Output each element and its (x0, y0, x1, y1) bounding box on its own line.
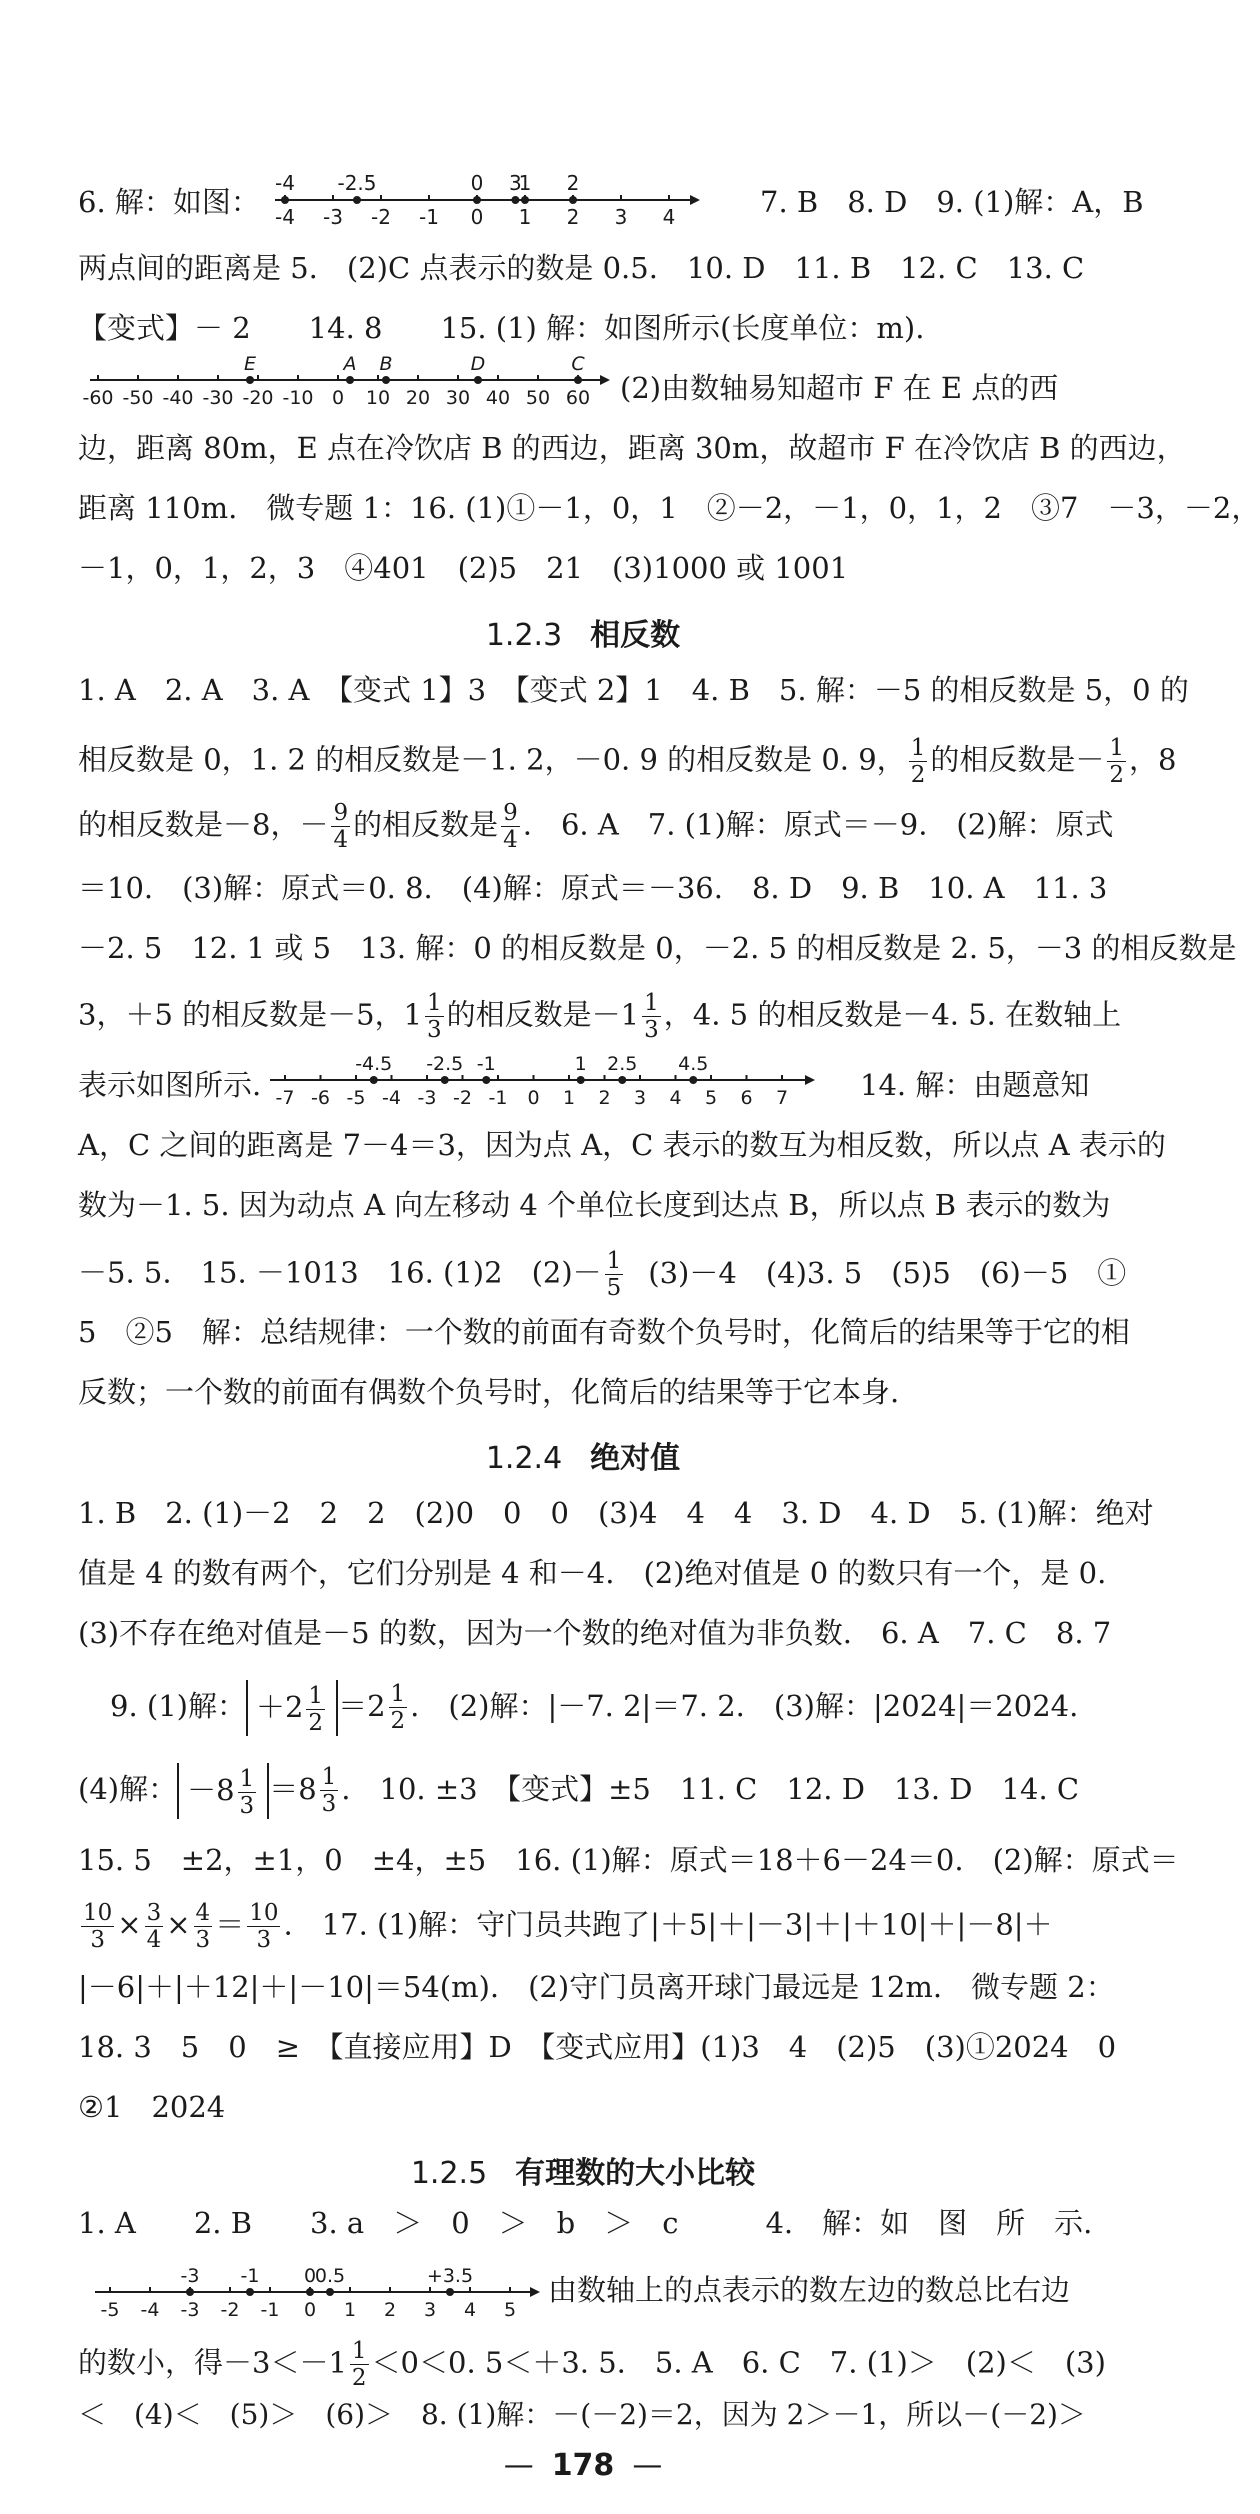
sec1-line1b (760, 182, 1144, 222)
axis-point (574, 376, 582, 384)
tick-label: -4 (275, 205, 295, 229)
tick-label: 0 (303, 2299, 317, 2321)
sec3-line2: 值是 4 的数有两个，它们分别是 4 和－4. (2)绝对值是 0 的数只有一个，是 0. (78, 1556, 1107, 1590)
sec1-line3: 【变式】－ 2 14. 8 15. (1) 解：如图所示(长度单位：m). (78, 311, 925, 345)
sec1-line5: 边，距离 80m，E 点在冷饮店 B 的西边，距离 30m，故超市 F 在冷饮店 B 的西边， (78, 431, 1186, 465)
tick-label: 3 (614, 205, 628, 229)
text: . 17. (1)解：守门员共跑了|＋5|＋|－3|＋|＋10|＋|－8|＋ (283, 1907, 1053, 1942)
sec2-line8: A，C 之间的距离是 7－4＝3，因为点 A，C 表示的数互为相反数，所以点 A 表示的 (78, 1128, 1166, 1162)
sec2-line9: 数为－1. 5. 因为动点 A 向左移动 4 个单位长度到达点 B，所以点 B 表示的数为 (78, 1188, 1111, 1222)
denominator: 2 (910, 762, 926, 788)
point-label: -4.5 (355, 1053, 393, 1075)
fraction (389, 1681, 408, 1734)
tick-label: 2 (566, 205, 580, 229)
fraction (320, 1764, 339, 1817)
denominator: 3 (321, 1791, 337, 1818)
sec3-line7: $\frac{10}{3}$ × $\frac{3}{4}$ × $\frac{4}{3}$ ＝ $\frac{10}{3}$ . 17. (1)解：守门员共跑了|＋5|＋|－3|＋|＋10|＋|－8|＋ (83, 1900, 1053, 1953)
numerator: 10 (83, 1900, 113, 1926)
tick-label: -10 (282, 387, 314, 409)
sec2-line10 (78, 1248, 1126, 1301)
numerator: 4 (195, 1900, 211, 1926)
numerator: 1 (308, 1682, 324, 1709)
sec3-line5 (78, 1763, 1079, 1819)
tick-label: -2 (453, 1087, 472, 1109)
text: . (2)解：|－7. 2|＝7. 2. (3)解：|2024|＝2024. (410, 1688, 1079, 1723)
denominator: 2 (1109, 762, 1124, 788)
denominator: 3 (195, 1927, 211, 1953)
axis-point (569, 196, 577, 204)
tick-label: -5 (100, 2299, 120, 2321)
tick-label: 50 (525, 387, 551, 409)
text: 6. 解：如图： (78, 185, 260, 219)
tick-label: -60 (82, 387, 114, 409)
text: －5. 5. 15. －1013 16. (1)2 (2)－ (78, 1255, 602, 1290)
sec2-line7b: 14. 解：由题意知 (860, 1068, 1090, 1102)
denominator: 3 (427, 1017, 442, 1043)
sec2-line1: 1. A 2. A 3. A 【变式 1】3 【变式 2】1 4. B 5. 解：－5 的相反数是 5，0 的 (78, 673, 1189, 707)
tick-label: 5 (503, 2299, 517, 2321)
text: 的相反数是－8，－ (78, 807, 329, 842)
axis-point (577, 1076, 585, 1084)
text: 9. (1)解： (110, 1688, 246, 1723)
heading-number: 1.2.4 (485, 1441, 563, 1476)
point-label: D (470, 353, 486, 375)
axis-point (473, 196, 481, 204)
sec4-line2b: 由数轴上的点表示的数左边的数总比右边 (548, 2273, 1071, 2307)
tick-label: 10 (365, 387, 391, 409)
point-label: -1 (476, 1053, 496, 1075)
tick-label: 4 (662, 205, 676, 229)
sec1-line6: 距离 110m. 微专题 1：16. (1)①－1，0，1 ②－2，－1，0，1，2 ③7 －3，－2， (78, 491, 1260, 525)
sec1-line1 (78, 182, 260, 222)
sec3-line3: (3)不存在绝对值是－5 的数，因为一个数的绝对值为非负数. 6. A 7. C 8. 7 (78, 1616, 1112, 1650)
fraction (81, 1900, 114, 1953)
numerator: 1 (321, 1764, 337, 1791)
axis-point (281, 196, 289, 204)
tick-label: 6 (740, 1087, 753, 1109)
tick-label: -1 (260, 2299, 280, 2321)
tick-label: -20 (242, 387, 274, 409)
tick-label: -50 (122, 387, 154, 409)
denominator: 3 (256, 1927, 272, 1953)
sec3-line1: 1. B 2. (1)－2 2 2 (2)0 0 0 (3)4 4 4 3. D 4. D 5. (1)解：绝对 (78, 1496, 1154, 1530)
numerator: 1 (1109, 735, 1124, 761)
sec1-line2: 两点间的距离是 5. (2)C 点表示的数是 0.5. 10. D 11. B 12. C 13. C (78, 251, 1085, 285)
text: ，4. 5 的相反数是－4. 5. 在数轴上 (663, 997, 1122, 1032)
text: (4)解： (78, 1771, 178, 1806)
page-number (0, 2448, 1166, 2483)
denominator: 2 (390, 1708, 406, 1735)
page-number-text: 178 (551, 2448, 615, 2483)
text: 3，＋5 的相反数是－5，1 (78, 997, 423, 1032)
point-label: 0.5 (314, 2265, 346, 2287)
heading-number: 1.2.5 (410, 2156, 488, 2191)
tick-label: 30 (445, 387, 471, 409)
sec2-line2 (78, 735, 1176, 788)
point-label: 3 (509, 171, 522, 195)
sec2-line5: －2. 5 12. 1 或 5 13. 解：0 的相反数是 0，－2. 5 的相反数是 2. 5，－3 的相反数是 (78, 931, 1237, 965)
text: 7. B 8. D 9. (1)解：A，B (760, 185, 1144, 219)
point-label: 2.5 (607, 1053, 638, 1075)
text: ＝8 (269, 1771, 317, 1806)
axis-point (521, 196, 529, 204)
heading-title: 绝对值 (590, 1441, 681, 1476)
axis-point (370, 1076, 378, 1084)
fraction (501, 800, 520, 853)
heading-title: 有理数的大小比较 (515, 2156, 756, 2191)
denominator: 4 (333, 827, 349, 853)
denominator: 4 (503, 827, 518, 853)
tick-label: 7 (775, 1087, 789, 1109)
absolute-value (246, 1680, 338, 1736)
point-label: E (243, 353, 257, 375)
text: 的相反数是－1 (446, 997, 640, 1032)
tick-label: -30 (202, 387, 234, 409)
axis-point (474, 376, 482, 384)
text: ＜0＜0. 5＜＋3. 5. 5. A 6. C 7. (1)＞ (2)＜ (3) (371, 2345, 1106, 2380)
sec2-line4: ＝10. (3)解：原式＝0. 8. (4)解：原式＝－36. 8. D 9. B 10. A 11. 3 (78, 871, 1108, 905)
axis-point (482, 1076, 490, 1084)
text: . 10. ±3 【变式】±5 11. C 12. D 13. D 14. C (341, 1771, 1080, 1806)
axis-point (441, 1076, 449, 1084)
sec3-line6: 15. 5 ±2，±1，0 ±4，±5 16. (1)解：原式＝18＋6－24＝0. (2)解：原式＝ (78, 1843, 1179, 1877)
point-label: B (379, 353, 393, 375)
tick-label: 1 (518, 205, 532, 229)
denominator: 2 (308, 1709, 324, 1736)
heading-number: 1.2.3 (485, 618, 563, 653)
sec1-line4b: (2)由数轴易知超市 F 在 E 点的西 (620, 371, 1059, 405)
denominator: 3 (239, 1792, 255, 1819)
section-heading-1-2-5 (0, 2148, 1166, 2192)
tick-label: -1 (419, 205, 439, 229)
tick-label: 4 (669, 1087, 682, 1109)
axis-point (618, 1076, 626, 1084)
point-label: 4.5 (678, 1053, 709, 1075)
tick-label: -4 (140, 2299, 160, 2321)
numerator: 10 (249, 1900, 279, 1926)
sec3-line9: 18. 3 5 0 ≥ 【直接应用】D 【变式应用】(1)3 4 (2)5 (3)①2024 0 (78, 2030, 1117, 2064)
tick-label: -4 (382, 1087, 401, 1109)
tick-label: -40 (162, 387, 194, 409)
tick-label: 2 (598, 1087, 611, 1109)
fraction (306, 1683, 325, 1736)
tick-label: -5 (346, 1087, 366, 1109)
fraction (145, 1900, 164, 1953)
number-line-4 (90, 2240, 550, 2330)
number-line-1 (265, 160, 705, 240)
tick-label: -3 (180, 2299, 200, 2321)
number-line-3 (265, 1030, 820, 1120)
fraction (331, 800, 350, 853)
text: 的数小，得－3＜－1 (78, 2345, 347, 2380)
sec2-line11: 5 ②5 解：总结规律：一个数的前面有奇数个负号时，化简后的结果等于它的相 (78, 1315, 1130, 1349)
point-label: 1 (518, 171, 532, 195)
sec2-line3 (78, 800, 1114, 853)
sec3-line4 (110, 1680, 1078, 1736)
sec2-line12: 反数；一个数的前面有偶数个负号时，化简后的结果等于它本身. (78, 1375, 900, 1409)
sec4-line4: ＜ (4)＜ (5)＞ (6)＞ 8. (1)解：－(－2)＝2，因为 2＞－1，所以－(－2)＞ (78, 2398, 1086, 2431)
numerator: 1 (390, 1681, 406, 1708)
numerator: 1 (910, 735, 926, 761)
denominator: 5 (606, 1275, 622, 1301)
sec4-line3 (78, 2338, 1106, 2391)
axis-point (382, 376, 390, 384)
text: . 6. A 7. (1)解：原式＝－9. (2)解：原式 (522, 807, 1114, 842)
point-label: -3 (180, 2265, 200, 2287)
axis-point (446, 2288, 454, 2296)
text: 的相反数是－ (930, 742, 1105, 777)
axis-point (246, 376, 254, 384)
point-label: 1 (574, 1053, 587, 1075)
text: 的相反数是 (353, 807, 499, 842)
fraction (1107, 735, 1126, 788)
numerator: 3 (146, 1900, 162, 1926)
numerator: 9 (503, 800, 518, 826)
heading-title: 相反数 (590, 618, 681, 653)
dash-right: — (632, 2448, 663, 2483)
tick-label: 0 (527, 1087, 540, 1109)
tick-label: 1 (562, 1087, 576, 1109)
tick-label: -7 (275, 1087, 295, 1109)
tick-label: -6 (311, 1087, 330, 1109)
tick-label: 60 (565, 387, 591, 409)
tick-label: 20 (405, 387, 431, 409)
point-label: -2.5 (426, 1053, 464, 1075)
tick-label: 1 (343, 2299, 357, 2321)
point-label: 0 (303, 2265, 317, 2287)
point-label: 2 (566, 171, 580, 195)
text: ＝2 (338, 1688, 386, 1723)
axis-point (689, 1076, 697, 1084)
axis-point (246, 2288, 254, 2296)
dash-left: — (503, 2448, 534, 2483)
number-line-2 (80, 340, 620, 420)
tick-label: 2 (383, 2299, 397, 2321)
fraction (194, 1900, 213, 1953)
point-label: A (343, 353, 357, 375)
absolute-value (177, 1763, 269, 1819)
section-heading-1-2-4 (0, 1433, 1166, 1477)
denominator: 3 (644, 1017, 659, 1043)
sec1-line7: －1，0，1，2，3 ④401 (2)5 21 (3)1000 或 1001 (78, 551, 849, 585)
text: ，8 (1128, 742, 1177, 777)
tick-label: -2 (371, 205, 391, 229)
axis-point (511, 196, 519, 204)
axis-point (353, 196, 361, 204)
sec4-line1: 1. A 2. B 3. a ＞ 0 ＞ b ＞ c 4. 解：如 图 所 示. (78, 2206, 1093, 2240)
fraction (605, 1248, 624, 1301)
point-label: -2.5 (337, 171, 377, 195)
axis-point (186, 2288, 194, 2296)
point-label: +3.5 (426, 2265, 474, 2287)
text: 相反数是 0，1. 2 的相反数是－1. 2，－0. 9 的相反数是 0. 9， (78, 742, 906, 777)
axis-point (306, 2288, 314, 2296)
numerator: 1 (351, 2338, 367, 2364)
tick-label: 4 (463, 2299, 477, 2321)
denominator: 2 (351, 2365, 367, 2391)
numerator: 1 (239, 1765, 255, 1792)
sec3-line8: |－6|＋|＋12|＋|－10|＝54(m). (2)守门员离开球门最远是 12m. 微专题 2： (78, 1970, 1115, 2004)
axis-point (346, 376, 354, 384)
tick-label: 5 (704, 1087, 718, 1109)
text: ＋2 (255, 1690, 304, 1724)
numerator: 1 (427, 990, 442, 1016)
tick-label: -1 (488, 1087, 508, 1109)
denominator: 3 (90, 1927, 105, 1953)
sec2-line7a: 表示如图所示. (78, 1068, 262, 1102)
point-label: 0 (470, 171, 484, 195)
tick-label: 3 (423, 2299, 437, 2321)
tick-label: -3 (323, 205, 343, 229)
sec3-line10: ②1 2024 (78, 2090, 226, 2124)
tick-label: 40 (485, 387, 511, 409)
point-label: -1 (240, 2265, 260, 2287)
tick-label: 0 (331, 387, 345, 409)
fraction (350, 2338, 369, 2391)
section-heading-1-2-3 (0, 610, 1166, 654)
text: －8 (187, 1773, 235, 1807)
tick-label: -2 (220, 2299, 240, 2321)
tick-label: 3 (633, 1087, 647, 1109)
numerator: 9 (333, 800, 349, 826)
tick-label: -3 (417, 1087, 437, 1109)
fraction (909, 735, 928, 788)
point-label: C (571, 353, 585, 375)
numerator: 1 (606, 1248, 622, 1274)
text: (3)－4 (4)3. 5 (5)5 (6)－5 ① (648, 1255, 1127, 1290)
tick-label: 0 (470, 205, 484, 229)
fraction (247, 1900, 280, 1953)
point-label: -4 (275, 171, 295, 195)
denominator: 4 (146, 1927, 162, 1953)
axis-point (326, 2288, 334, 2296)
fraction (238, 1766, 257, 1819)
numerator: 1 (644, 990, 659, 1016)
